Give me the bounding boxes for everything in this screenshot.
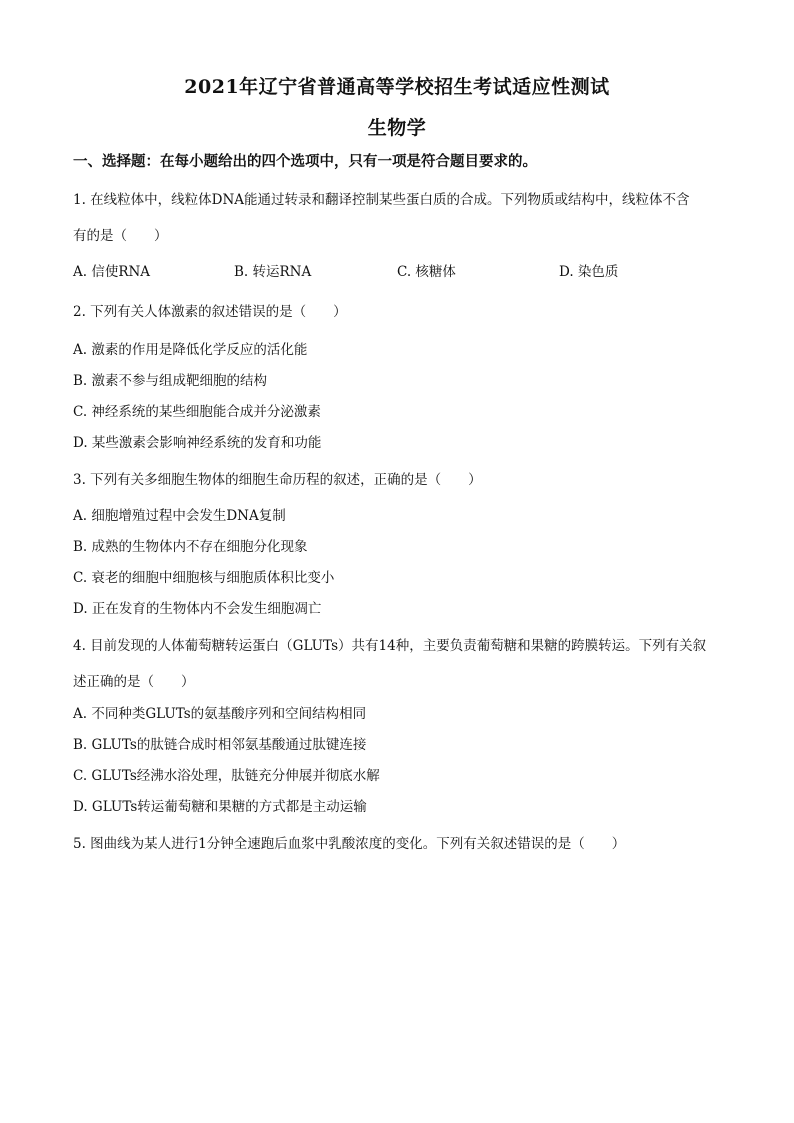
question-4-option-b: B. GLUTs的肽链合成时相邻氨基酸通过肽键连接: [73, 737, 367, 753]
question-3-option-b: B. 成熟的生物体内不存在细胞分化现象: [73, 539, 308, 555]
question-1-option-d: D. 染色质: [559, 264, 619, 280]
question-3-option-a: A. 细胞增殖过程中会发生DNA复制: [73, 508, 286, 524]
question-4-option-c: C. GLUTs经沸水浴处理，肽链充分伸展并彻底水解: [73, 768, 380, 784]
question-2-option-c: C. 神经系统的某些细胞能合成并分泌激素: [73, 404, 321, 420]
question-3-option-c: C. 衰老的细胞中细胞核与细胞质体积比变小: [73, 570, 335, 586]
question-4-stem-line-1: 4. 目前发现的人体葡萄糖转运蛋白（GLUTs）共有14种，主要负责葡萄糖和果糖的跨膜转运。下列有关叙: [73, 638, 707, 654]
question-2-stem: 2. 下列有关人体激素的叙述错误的是（ ）: [73, 304, 347, 320]
question-1-option-c: C. 核糖体: [397, 264, 456, 280]
question-5-stem: 5. 图曲线为某人进行1分钟全速跑后血浆中乳酸浓度的变化。下列有关叙述错误的是（ ）: [73, 836, 626, 852]
question-2-option-a: A. 激素的作用是降低化学反应的活化能: [73, 342, 308, 358]
question-1-stem-line-2: 有的是（ ）: [73, 228, 168, 244]
question-3-option-d: D. 正在发育的生物体内不会发生细胞凋亡: [73, 601, 322, 617]
question-4-option-d: D. GLUTs转运葡萄糖和果糖的方式都是主动运输: [73, 799, 367, 815]
question-4-stem-line-2: 述正确的是（ ）: [73, 674, 195, 690]
question-3-stem: 3. 下列有关多细胞生物体的细胞生命历程的叙述，正确的是（ ）: [73, 472, 482, 488]
question-1-option-b: B. 转运RNA: [234, 264, 312, 280]
question-2-option-d: D. 某些激素会影响神经系统的发育和功能: [73, 435, 322, 451]
subject-title: 生物学: [367, 117, 427, 139]
exam-title: 2021年辽宁省普通高等学校招生考试适应性测试: [184, 76, 610, 98]
question-1-stem-line-1: 1. 在线粒体中，线粒体DNA能通过转录和翻译控制某些蛋白质的合成。下列物质或结构中，线粒体不含: [73, 192, 690, 208]
question-4-option-a: A. 不同种类GLUTs的氨基酸序列和空间结构相同: [73, 706, 367, 722]
section-heading: 一、选择题：在每小题给出的四个选项中，只有一项是符合题目要求的。: [73, 153, 537, 170]
question-2-option-b: B. 激素不参与组成靶细胞的结构: [73, 373, 268, 389]
question-1-option-a: A. 信使RNA: [73, 264, 151, 280]
